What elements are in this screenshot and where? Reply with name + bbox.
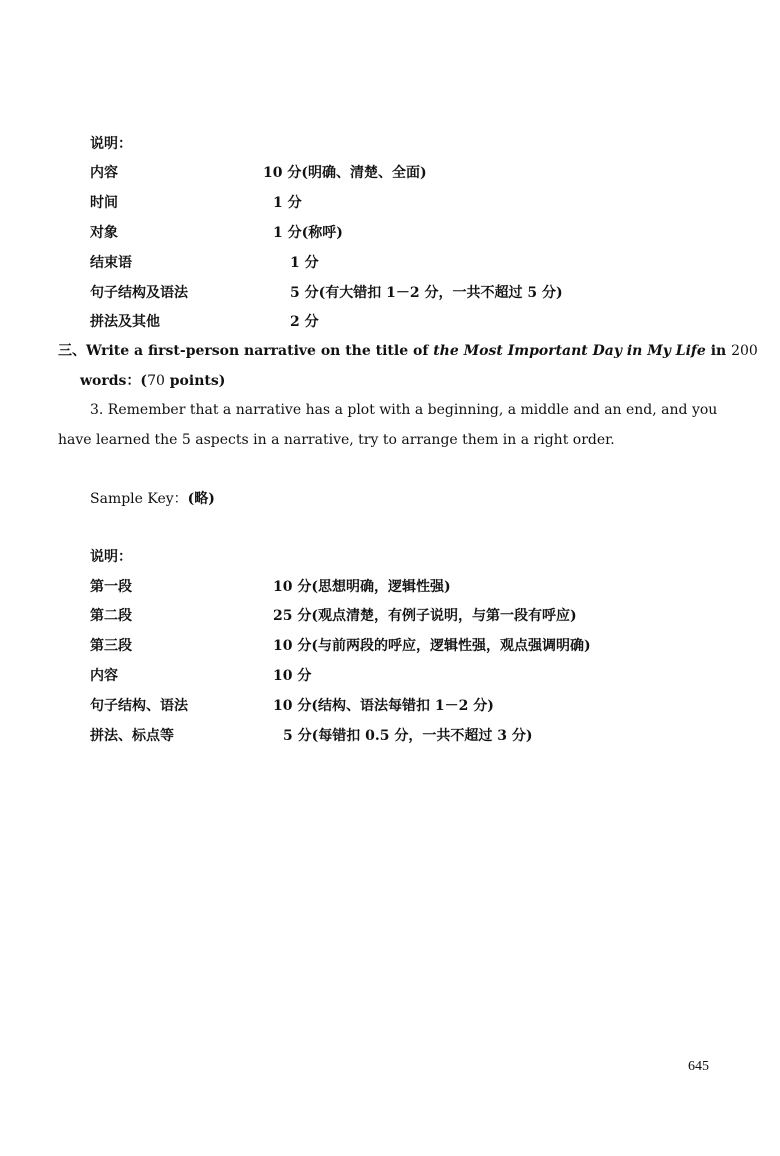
score-value-grammar: 5 分(有大错扣 1－2 分，一共不超过 5 分) (290, 285, 563, 301)
narrative-title: the Most Important Day in My Life (433, 343, 706, 359)
score-label-closing: 结束语 (90, 255, 132, 271)
score-value-content-2: 10 分 (273, 668, 312, 684)
page-number: 645 (688, 1059, 709, 1074)
note-label-1: 说明： (90, 136, 132, 152)
score-value-content: 10 分(明确、清楚、全面) (263, 165, 427, 181)
score-label-para1: 第一段 (90, 579, 132, 595)
score-label-punctuation: 拼法、标点等 (90, 728, 174, 744)
score-value-closing: 1 分 (290, 255, 319, 271)
note-label-2: 说明： (90, 549, 132, 565)
score-label-grammar-2: 句子结构、语法 (90, 698, 188, 714)
question-heading-line2 (80, 372, 225, 390)
points-count: 70 (147, 373, 165, 389)
score-label-content: 内容 (90, 165, 118, 181)
instruction-line-2: have learned the 5 aspects in a narrative, try to arrange them in a right order. (58, 432, 615, 448)
score-value-punctuation: 5 分(每错扣 0.5 分，一共不超过 3 分) (283, 728, 533, 744)
word-count: 200 (731, 343, 758, 359)
sample-key-label: Sample Key： (90, 491, 188, 507)
score-label-content-2: 内容 (90, 668, 118, 684)
score-value-para2: 25 分(观点清楚，有例子说明，与第一段有呼应) (273, 608, 577, 624)
question-prefix: 三、Write a first-person narrative on the title of (58, 343, 434, 359)
words-label: words：( (80, 373, 148, 389)
sample-key (90, 490, 215, 508)
score-value-grammar-2: 10 分(结构、语法每错扣 1－2 分) (273, 698, 494, 714)
score-label-time: 时间 (90, 195, 118, 211)
score-value-para3: 10 分(与前两段的呼应，逻辑性强，观点强调明确) (273, 638, 591, 654)
score-label-spelling: 拼法及其他 (90, 314, 160, 330)
points-label: points) (164, 373, 226, 389)
score-label-para2: 第二段 (90, 608, 132, 624)
sample-key-note: (略) (187, 491, 215, 507)
score-value-para1: 10 分(思想明确，逻辑性强) (273, 579, 451, 595)
score-label-para3: 第三段 (90, 638, 132, 654)
score-value-time: 1 分 (273, 195, 302, 211)
score-value-spelling: 2 分 (290, 314, 319, 330)
score-label-addressee: 对象 (90, 225, 118, 241)
question-heading (58, 342, 758, 360)
question-in: in (705, 343, 732, 359)
score-label-grammar: 句子结构及语法 (90, 285, 188, 301)
instruction-line-1: 3. Remember that a narrative has a plot with a beginning, a middle and an end, and you (90, 402, 718, 418)
score-value-addressee: 1 分(称呼) (273, 225, 343, 241)
